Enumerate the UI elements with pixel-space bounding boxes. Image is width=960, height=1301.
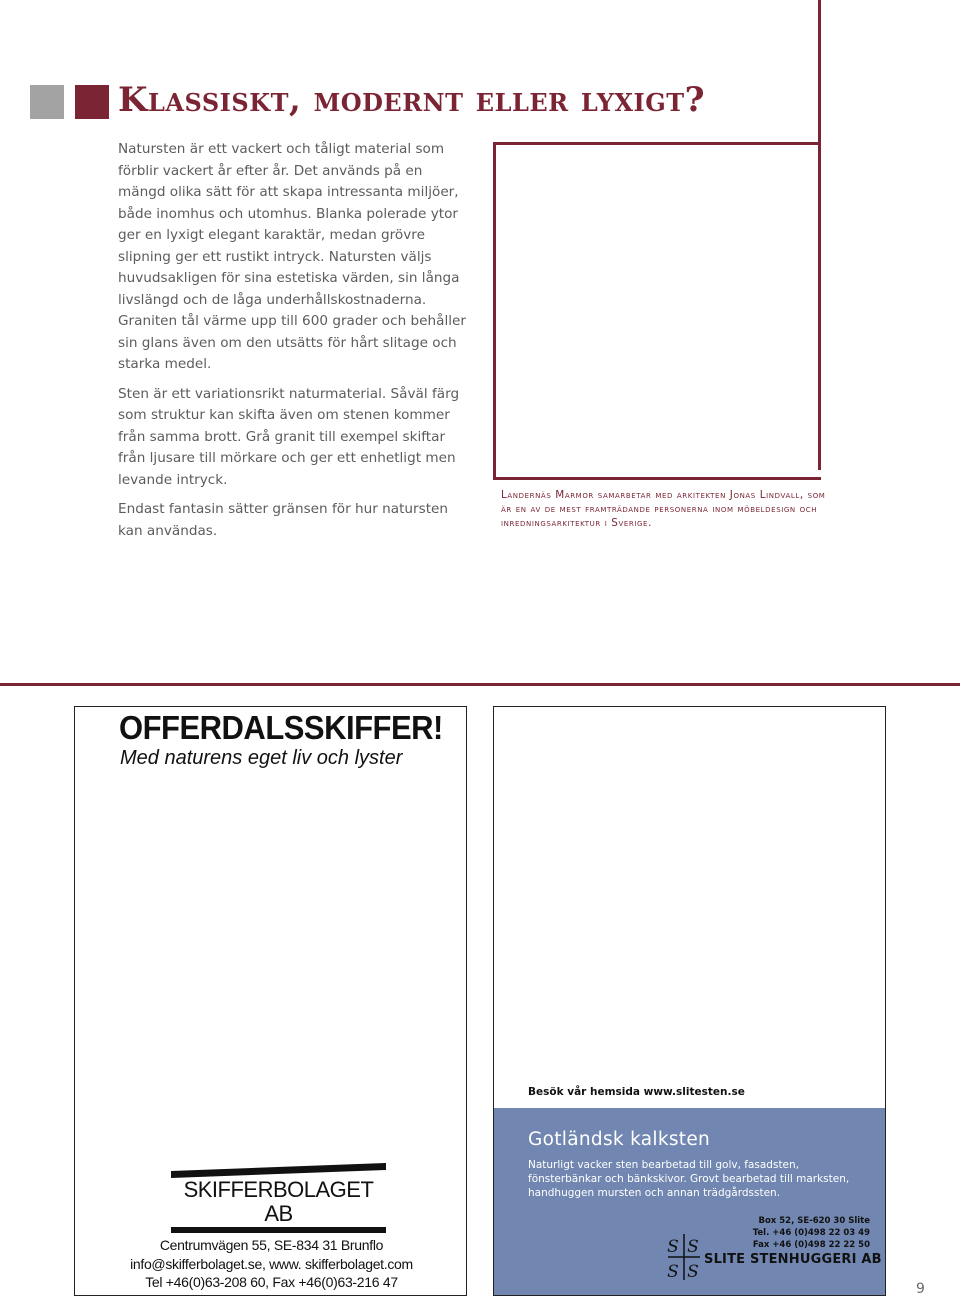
slite-monogram-icon xyxy=(664,1232,704,1282)
body-text-column xyxy=(118,139,470,550)
body-paragraph: Sten är ett variationsrikt naturmaterial. Såväl färg som struktur kan skifta även om stenen kommer från samma brott. Grå granit till exempel skiftar från ljusare till mörkare och ger ett enhetligt men levande intryck. xyxy=(118,385,460,488)
ad-heading: Gotländsk kalksten xyxy=(528,1129,711,1150)
skifferbolaget-logo xyxy=(171,1163,386,1235)
ad-fax: Fax +46 (0)498 22 22 50 xyxy=(752,1240,870,1250)
ad-address: Centrumvägen 55, SE-834 31 Brunflo xyxy=(159,1237,384,1253)
red-square-ornament xyxy=(75,85,109,119)
svg-text:S: S xyxy=(667,1262,679,1282)
body-paragraph: Natursten är ett vackert och tåligt material som förblir vackert år efter år. Det används på en mängd olika sätt för att skapa intressanta miljöer, både inomhus och utomhus. Blanka polerade ytor ger en lyxigt elegant karaktär, medan grövre slipning ger ett rustikt intryck. Natursten väljs huvudsakligen för sina estetiska värden, sin långa livslängd och de låga underhållskostnaderna. Graniten tål värme upp till 600 grader och behåller sin glans även om den utsätts för hårt slitage och starka medel. xyxy=(118,141,466,372)
ad-phone: Tel. +46 (0)498 22 03 49 xyxy=(752,1228,870,1238)
page-number: 9 xyxy=(916,1281,925,1297)
gray-square-ornament xyxy=(30,85,64,119)
ad-email-web: info@skifferbolaget.se, www. skifferbolaget.com xyxy=(130,1256,413,1272)
logo-text: SKIFFERBOLAGET AB xyxy=(171,1178,386,1226)
ad-phone: Tel +46(0)63-208 60, Fax +46(0)63-216 47 xyxy=(145,1274,398,1290)
photo-frame xyxy=(493,142,821,480)
svg-text:S: S xyxy=(687,1237,699,1257)
ad-blue-panel xyxy=(494,1108,886,1296)
offerdalsskiffer-ad xyxy=(74,706,467,1296)
ad-tagline: Med naturens eget liv och lyster xyxy=(120,747,403,769)
ad-website-line: Besök vår hemsida www.slitesten.se xyxy=(528,1086,745,1098)
ad-headline: OFFERDALSSKIFFER! xyxy=(119,709,443,747)
body-paragraph: Endast fantasin sätter gränsen för hur natursten kan användas. xyxy=(118,501,449,539)
slite-stenhuggeri-ad xyxy=(493,706,886,1296)
svg-text:S: S xyxy=(687,1262,699,1282)
svg-text:S: S xyxy=(667,1237,679,1257)
horizontal-rule xyxy=(0,683,960,686)
ad-description: Naturligt vacker sten bearbetad till golv, fasadsten, fönsterbänkar och bänkskivor. Grovt bearbetad till marksten, handhuggen mursten och annan trädgårdssten. xyxy=(528,1159,850,1199)
ad-company-name: SLITE STENHUGGERI AB xyxy=(704,1252,882,1267)
page-title: Klassiskt, modernt eller lyxigt? xyxy=(118,80,706,120)
photo-caption: Landernäs Marmor samarbetar med arkitekten Jonas Lindvall, som är en av de mest framträdande personerna inom möbeldesign och inredningsarkitektur i Sverige. xyxy=(501,489,826,529)
ad-po-box: Box 52, SE-620 30 Slite xyxy=(758,1216,870,1226)
